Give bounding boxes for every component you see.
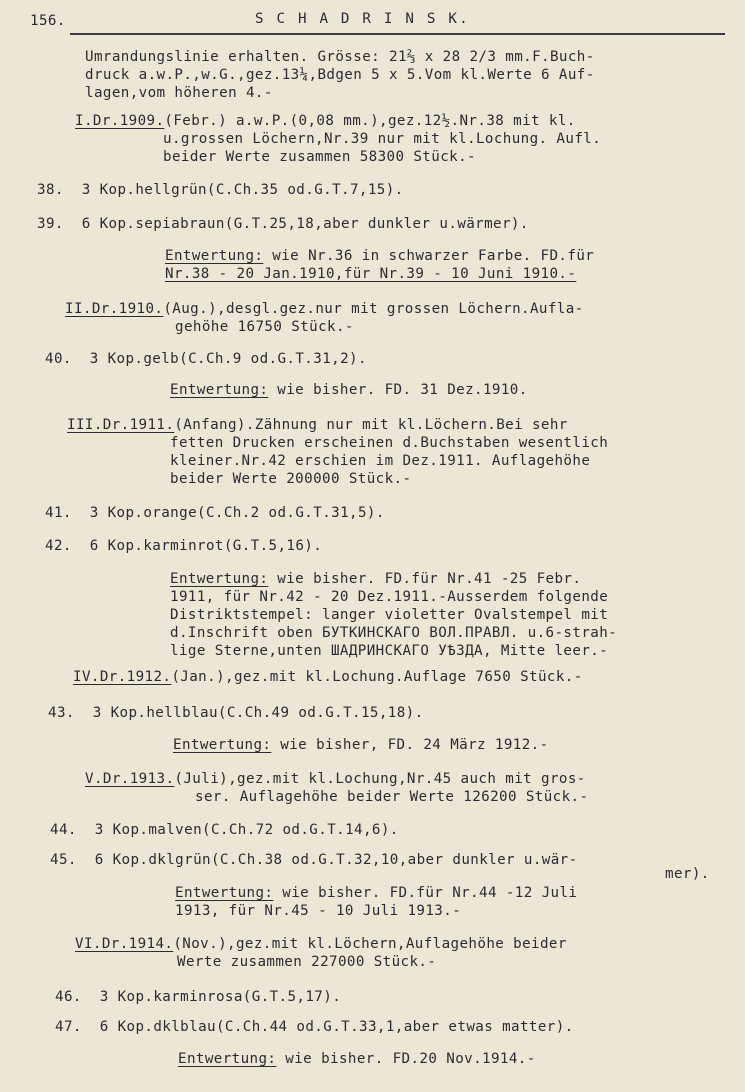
- stamp-entry: 42. 6 Kop.karminrot(G.T.5,16).: [45, 538, 323, 554]
- print-run-label: II.Dr.1910.: [65, 301, 164, 317]
- print-run-label: VI.Dr.1914.: [75, 936, 174, 952]
- print-run-line: [75, 112, 576, 130]
- stamp-entry: 40. 3 Kop.gelb(C.Ch.9 od.G.T.31,2).: [45, 351, 367, 367]
- text-line: gehöhe 16750 Stück.-: [175, 319, 354, 335]
- text-line: fetten Drucken erscheinen d.Buchstaben wesentlich: [170, 435, 609, 451]
- stamp-entry: 39. 6 Kop.sepiabraun(G.T.25,18,aber dunkler u.wärmer).: [37, 216, 529, 232]
- text-line: lige Sterne,unten ШАДРИНСКАГО УѢЗДА, Mitte leer.-: [170, 643, 609, 659]
- print-run-label: III.Dr.1911.: [67, 417, 175, 433]
- header-rule: [70, 33, 725, 35]
- stamp-entry: 43. 3 Kop.hellblau(C.Ch.49 od.G.T.15,18).: [48, 705, 424, 721]
- text-line: kleiner.Nr.42 erschien im Dez.1911. Auflagehöhe: [170, 453, 591, 469]
- cancellation-text: wie bisher. FD.20 Nov.1914.-: [276, 1051, 536, 1067]
- text-line: ser. Auflagehöhe beider Werte 126200 Stück.-: [195, 789, 589, 805]
- cancellation-text: wie bisher. FD.für Nr.44 -12 Juli: [273, 885, 578, 901]
- print-run-text: (Nov.),gez.mit kl.Löchern,Auflagehöhe beider: [173, 936, 567, 952]
- cancellation-label: Entwertung:: [175, 885, 274, 901]
- print-run-label: IV.Dr.1912.: [73, 669, 172, 685]
- stamp-entry: 47. 6 Kop.dklblau(C.Ch.44 od.G.T.33,1,aber etwas matter).: [55, 1019, 574, 1035]
- text-line: beider Werte 200000 Stück.-: [170, 471, 412, 487]
- text-line: lagen,vom höheren 4.-: [85, 85, 273, 101]
- print-run-line: [67, 416, 568, 434]
- cancellation-line: [165, 247, 594, 265]
- print-run-text: (Febr.) a.w.P.(0,08 mm.),gez.12½.Nr.38 mit kl.: [164, 113, 576, 129]
- text-line: mer).: [665, 866, 710, 882]
- stamp-entry: 41. 3 Kop.orange(C.Ch.2 od.G.T.31,5).: [45, 505, 385, 521]
- cancellation-label: Entwertung:: [173, 737, 272, 753]
- cancellation-line: [170, 570, 581, 588]
- cancellation-line: [175, 884, 577, 902]
- cancellation-line: [170, 381, 528, 399]
- cancellation-line: [178, 1050, 536, 1068]
- print-run-text: (Anfang).Zähnung nur mit kl.Löchern.Bei sehr: [174, 417, 568, 433]
- cancellation-text: wie bisher, FD. 24 März 1912.-: [271, 737, 549, 753]
- cancellation-label: Entwertung:: [170, 382, 269, 398]
- print-run-label: V.Dr.1913.: [85, 771, 175, 787]
- cancellation-line: [173, 736, 549, 754]
- print-run-text: (Jan.),gez.mit kl.Lochung.Auflage 7650 Stück.-: [171, 669, 583, 685]
- cancellation-text: wie bisher. FD. 31 Dez.1910.: [268, 382, 528, 398]
- print-run-line: [75, 935, 567, 953]
- page-number: 156.: [30, 13, 66, 29]
- text-line: d.Inschrift oben БУТКИНСКАГО ВОЛ.ПРАВЛ. u.6-strah-: [170, 625, 618, 641]
- cancellation-label: Entwertung:: [170, 571, 269, 587]
- text-line: 1911, für Nr.42 - 20 Dez.1911.-Ausserdem folgende: [170, 589, 609, 605]
- text-line: 1913, für Nr.45 - 10 Juli 1913.-: [175, 903, 462, 919]
- stamp-entry: 45. 6 Kop.dklgrün(C.Ch.38 od.G.T.32,10,aber dunkler u.wär-: [50, 852, 578, 868]
- text-line: Umrandungslinie erhalten. Grösse: 21⅔ x 28 2/3 mm.F.Buch-: [85, 49, 595, 65]
- text-line: beider Werte zusammen 58300 Stück.-: [163, 149, 476, 165]
- print-run-text: (Juli),gez.mit kl.Lochung,Nr.45 auch mit gros-: [174, 771, 586, 787]
- text-line: druck a.w.P.,w.G.,gez.13¼,Bdgen 5 x 5.Vom kl.Werte 6 Auf-: [85, 67, 595, 83]
- cancellation-label: Entwertung:: [178, 1051, 277, 1067]
- print-run-line: [65, 300, 584, 318]
- cancellation-label: Entwertung:: [165, 248, 264, 264]
- stamp-entry: 44. 3 Kop.malven(C.Ch.72 od.G.T.14,6).: [50, 822, 399, 838]
- print-run-label: I.Dr.1909.: [75, 113, 165, 129]
- stamp-entry: 38. 3 Kop.hellgrün(C.Ch.35 od.G.T.7,15).: [37, 182, 404, 198]
- print-run-text: (Aug.),desgl.gez.nur mit grossen Löchern.Aufla-: [163, 301, 584, 317]
- text-line: Werte zusammen 227000 Stück.-: [177, 954, 437, 970]
- cancellation-text: wie bisher. FD.für Nr.41 -25 Febr.: [268, 571, 582, 587]
- stamp-entry: 46. 3 Kop.karminrosa(G.T.5,17).: [55, 989, 342, 1005]
- page-title: S C H A D R I N S K.: [255, 11, 470, 27]
- cancellation-text: wie Nr.36 in schwarzer Farbe. FD.für: [263, 248, 595, 264]
- text-line: Nr.38 - 20 Jan.1910,für Nr.39 - 10 Juni 1910.-: [165, 266, 577, 282]
- print-run-line: [85, 770, 586, 788]
- text-line: u.grossen Löchern,Nr.39 nur mit kl.Lochung. Aufl.: [163, 131, 602, 147]
- text-line: Distriktstempel: langer violetter Ovalstempel mit: [170, 607, 609, 623]
- print-run-line: [73, 668, 583, 686]
